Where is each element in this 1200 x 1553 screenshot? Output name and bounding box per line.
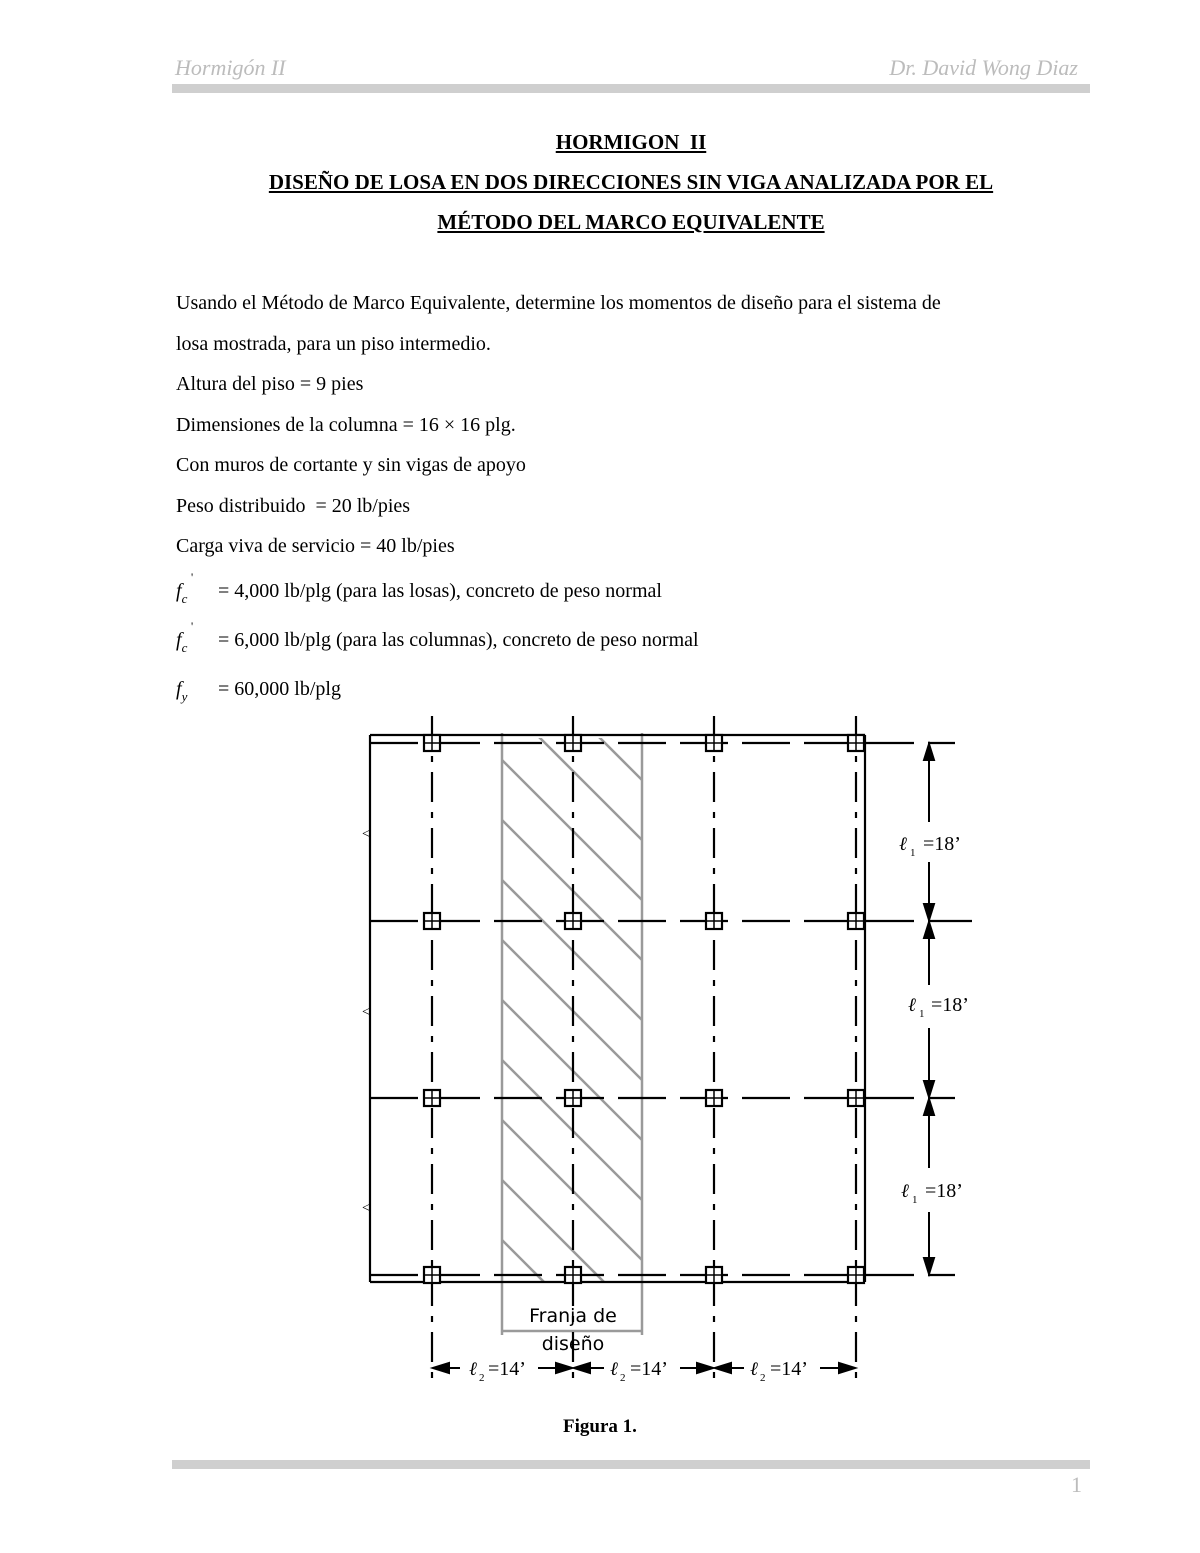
span-l1-label bbox=[901, 1180, 963, 1206]
svg-text:ℓ: ℓ bbox=[901, 1181, 909, 1202]
svg-text:=14’: =14’ bbox=[770, 1358, 808, 1380]
arrowhead bbox=[574, 1363, 590, 1373]
svg-text:ℓ: ℓ bbox=[610, 1359, 618, 1380]
vertical-gridlines bbox=[432, 716, 856, 1380]
svg-text:=14’: =14’ bbox=[488, 1358, 526, 1380]
arrowhead bbox=[715, 1363, 731, 1373]
intro-line-2: losa mostrada, para un piso intermedio. bbox=[176, 332, 491, 355]
arrowhead bbox=[433, 1363, 449, 1373]
live-load: Carga viva de servicio = 40 lb/pies bbox=[176, 535, 455, 557]
svg-text:=18’: =18’ bbox=[931, 994, 969, 1016]
arrowhead bbox=[924, 1081, 934, 1097]
footer-rule bbox=[172, 1460, 1090, 1469]
arrowhead bbox=[697, 1363, 713, 1373]
formula-text: = 6,000 lb/plg (para las columnas), concreto de peso normal bbox=[218, 628, 699, 651]
svg-text:1: 1 bbox=[910, 847, 916, 859]
formula-text: = 60,000 lb/plg bbox=[218, 677, 341, 700]
svg-text:=14’: =14’ bbox=[630, 1358, 668, 1380]
arrowhead bbox=[924, 744, 934, 760]
edge-mark: < bbox=[362, 827, 370, 842]
figure-caption: Figura 1. bbox=[563, 1416, 637, 1437]
span-l1-label bbox=[899, 833, 961, 859]
arrowhead bbox=[924, 904, 934, 920]
column-crosshairs bbox=[424, 735, 864, 1283]
svg-text:ℓ: ℓ bbox=[469, 1359, 477, 1380]
design-strip-label-2: diseño bbox=[541, 1333, 605, 1355]
span-l2-label bbox=[750, 1358, 808, 1384]
formula-text: = 4,000 lb/plg (para las losas), concreto de peso normal bbox=[218, 579, 662, 602]
svg-text:=18’: =18’ bbox=[923, 833, 961, 855]
edge-mark: < bbox=[362, 1005, 370, 1020]
svg-text:1: 1 bbox=[919, 1008, 925, 1020]
formula-symbol: f ' $_c$ bbox=[176, 569, 194, 606]
distributed-weight: Peso distribuido = 20 lb/pies bbox=[176, 494, 411, 517]
arrowhead bbox=[556, 1363, 572, 1373]
edge-mark: < bbox=[362, 1201, 370, 1216]
column-dimensions: Dimensiones de la columna = 16 × 16 plg. bbox=[176, 413, 516, 436]
svg-text:ℓ: ℓ bbox=[750, 1359, 758, 1380]
svg-text:2: 2 bbox=[479, 1372, 485, 1384]
svg-text:ℓ: ℓ bbox=[908, 995, 916, 1016]
svg-text:ℓ: ℓ bbox=[899, 834, 907, 855]
header-course-title: Hormigón II bbox=[175, 55, 286, 80]
svg-text:=18’: =18’ bbox=[925, 1180, 963, 1202]
floor-height: Altura del piso = 9 pies bbox=[176, 373, 364, 395]
span-l1-label bbox=[908, 994, 969, 1020]
arrowhead bbox=[924, 922, 934, 938]
title-line-1: HORMIGON II bbox=[555, 130, 707, 154]
design-strip-hatch bbox=[502, 340, 1140, 1553]
span-l2-label bbox=[469, 1358, 526, 1384]
svg-text:2: 2 bbox=[620, 1372, 626, 1384]
page-number: 1 bbox=[1071, 1472, 1082, 1497]
svg-text:2: 2 bbox=[760, 1372, 766, 1384]
header-author: Dr. David Wong Diaz bbox=[889, 55, 1078, 80]
arrowhead bbox=[839, 1363, 855, 1373]
span-l2-label bbox=[610, 1358, 668, 1384]
arrowhead bbox=[924, 1258, 934, 1274]
horizontal-gridlines bbox=[370, 743, 972, 1275]
title-line-3: MÉTODO DEL MARCO EQUIVALENTE bbox=[437, 210, 825, 234]
arrowhead bbox=[924, 1099, 934, 1115]
svg-text:1: 1 bbox=[912, 1194, 918, 1206]
title-line-2: DISEÑO DE LOSA EN DOS DIRECCIONES SIN VIGA ANALIZADA POR EL bbox=[268, 170, 994, 194]
shear-walls: Con muros de cortante y sin vigas de apoyo bbox=[176, 454, 526, 476]
design-strip-label-1: Franja de bbox=[529, 1305, 617, 1327]
formula-symbol: f ' $_c$ bbox=[176, 618, 194, 655]
formula-symbol: f $_y$ bbox=[176, 677, 188, 704]
intro-line-1: Usando el Método de Marco Equivalente, determine los momentos de diseño para el sistema de bbox=[176, 292, 941, 314]
columns bbox=[424, 735, 864, 1283]
